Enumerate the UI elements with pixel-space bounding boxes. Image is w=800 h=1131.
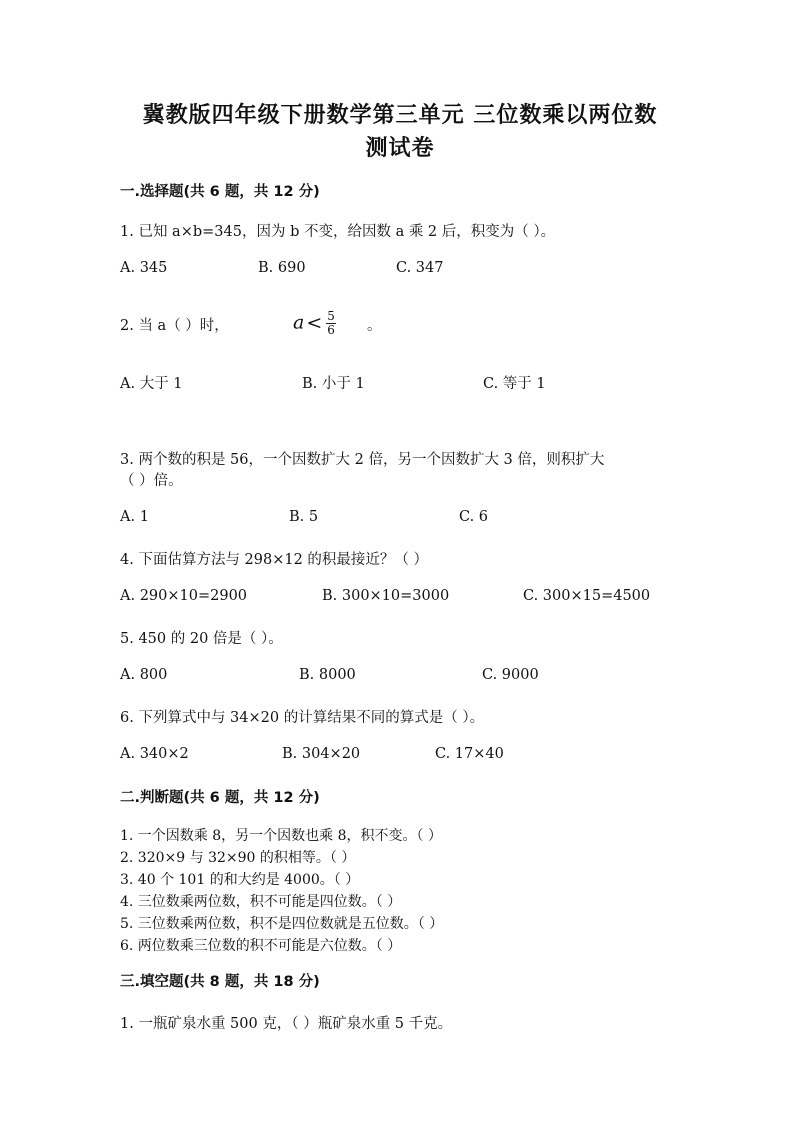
page-title-line2: 测试卷: [365, 136, 435, 161]
choice-5-option-c: C. 9000: [482, 667, 539, 683]
page-title-line1: 冀教版四年级下册数学第三单元 三位数乘以两位数: [142, 103, 658, 128]
choice-1-option-c: C. 347: [396, 260, 444, 276]
judge-item-2: 2. 320×9 与 32×90 的积相等。（ ）: [120, 850, 356, 866]
judge-item-6: 6. 两位数乘三位数的积不可能是六位数。（ ）: [120, 938, 402, 954]
fraction-expression: [293, 310, 336, 337]
choice-2-option-c: C. 等于 1: [483, 376, 546, 392]
choice-5-option-a: A. 800: [120, 667, 168, 683]
choice-question-4: 4. 下面估算方法与 298×12 的积最接近？（ ）: [120, 552, 429, 568]
judge-item-1: 1. 一个因数乘 8，另一个因数也乘 8，积不变。（ ）: [120, 828, 442, 844]
choice-question-3: 3. 两个数的积是 56，一个因数扩大 2 倍，另一个因数扩大 3 倍，则积扩大: [120, 452, 605, 468]
judge-item-5: 5. 三位数乘两位数，积不是四位数就是五位数。（ ）: [120, 916, 444, 932]
choice-4-option-a: A. 290×10=2900: [120, 588, 248, 604]
fraction-denominator: 6: [327, 323, 335, 337]
choice-1-option-a: A. 345: [120, 260, 168, 276]
choice-question-6: 6. 下列算式中与 34×20 的计算结果不同的算式是（ ）。: [120, 710, 485, 726]
less-than-sign: <: [306, 311, 323, 334]
choice-3-option-a: A. 1: [120, 509, 149, 525]
choice-2-option-a: A. 大于 1: [120, 376, 183, 392]
choice-2-option-b: B. 小于 1: [302, 376, 365, 392]
fraction-numerator: 5: [327, 309, 335, 323]
choice-question-2-end: 。: [367, 318, 382, 334]
choice-question-3-cont: （ ）倍。: [120, 473, 183, 489]
judge-item-3: 3. 40 个 101 的和大约是 4000。（ ）: [120, 872, 360, 888]
choice-4-option-c: C. 300×15=4500: [523, 588, 651, 604]
judge-item-4: 4. 三位数乘两位数，积不可能是四位数。（ ）: [120, 894, 402, 910]
section-heading-choice: 一.选择题(共 6 题，共 12 分): [120, 184, 320, 200]
choice-6-option-c: C. 17×40: [435, 746, 504, 762]
choice-4-option-b: B. 300×10=3000: [322, 588, 450, 604]
choice-1-option-b: B. 690: [258, 260, 306, 276]
choice-question-2: 2. 当 a（ ）时，: [120, 318, 229, 334]
choice-3-option-c: C. 6: [459, 509, 489, 525]
section-heading-fill: 三.填空题(共 8 题，共 18 分): [120, 974, 320, 990]
choice-question-1: 1. 已知 a×b=345，因为 b 不变，给因数 a 乘 2 后，积变为（ ）。: [120, 224, 556, 240]
choice-question-5: 5. 450 的 20 倍是（ ）。: [120, 631, 283, 647]
fraction: [326, 310, 336, 337]
choice-5-option-b: B. 8000: [299, 667, 356, 683]
fill-question-1: 1. 一瓶矿泉水重 500 克，（ ）瓶矿泉水重 5 千克。: [120, 1016, 453, 1032]
choice-6-option-a: A. 340×2: [120, 746, 189, 762]
section-heading-judge: 二.判断题(共 6 题，共 12 分): [120, 790, 320, 806]
choice-3-option-b: B. 5: [289, 509, 319, 525]
expr-variable: a: [293, 311, 305, 334]
choice-6-option-b: B. 304×20: [282, 746, 361, 762]
